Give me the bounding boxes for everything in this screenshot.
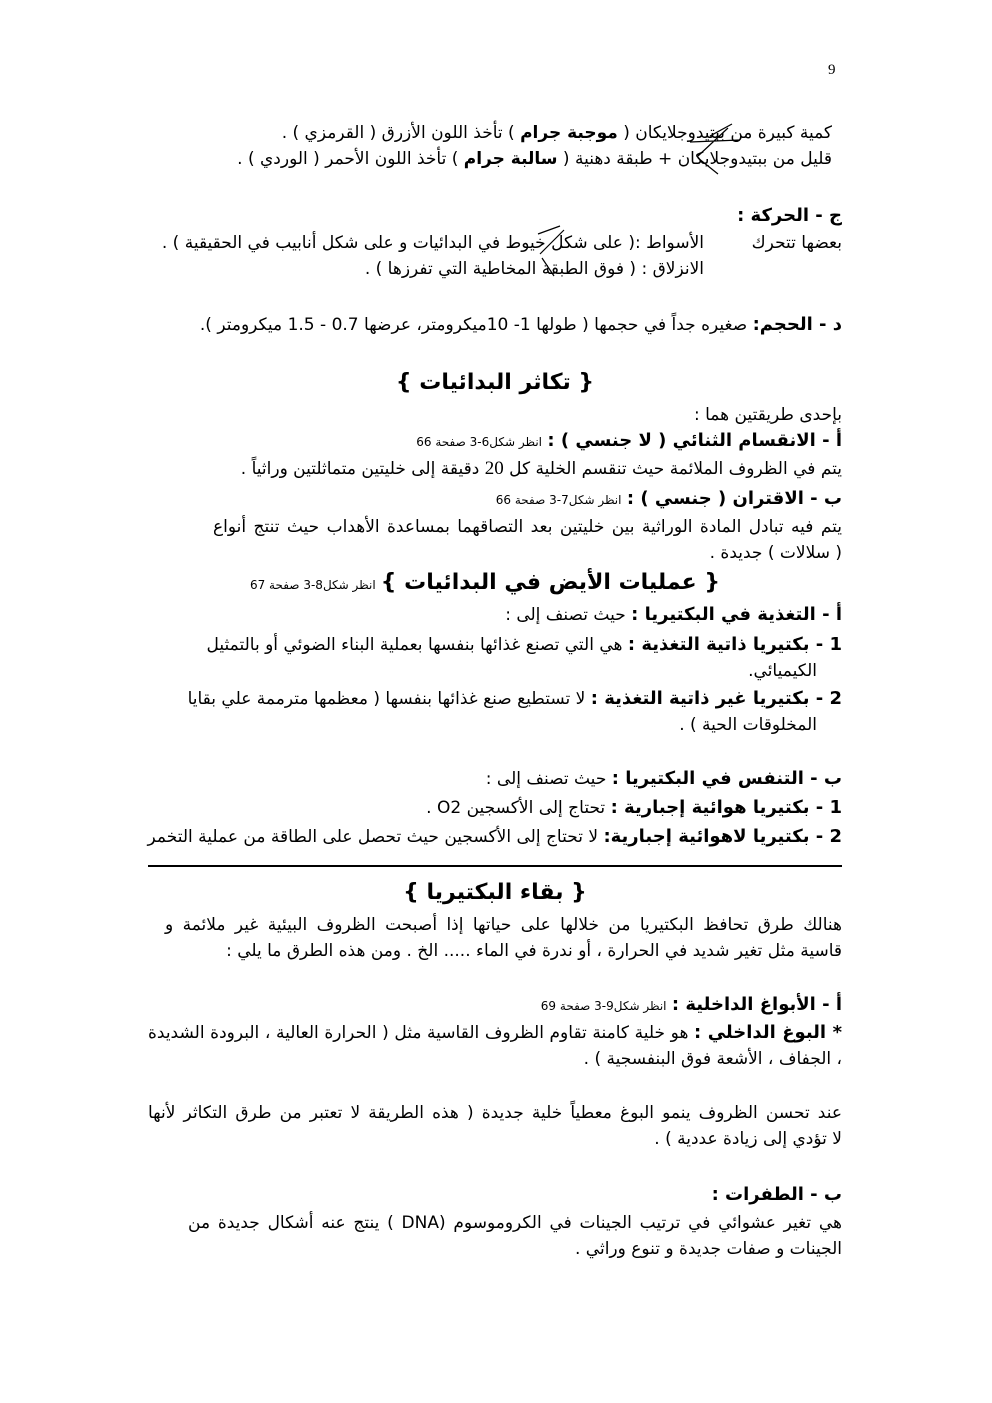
- metabolism-title: { عمليات الأيض في البدائيات }: [380, 570, 720, 595]
- gram-positive-line: كمية كبيرة من ببتيدوجلايكان ( موجبة جرام ) تأخذ اللون الأزرق ( القرمزي ) .: [281, 123, 832, 143]
- binary-fission-label: أ - الانقسام الثنائي ( لا جنسي ) :: [547, 430, 842, 451]
- size-text: صغيره جداً في حجمها ( طولها 1- 10ميكرومتر، عرضها 0.7 - 1.5 ميكرومتر ).: [199, 315, 748, 335]
- conjugation-ref: انظر شكل7-3 صفحة 66: [495, 493, 622, 507]
- gram-negative-line: قليل من ببتيدوجلايكان + طبقة دهنية ( سالبة جرام ) تأخذ اللون الأحمر ( الوردي ) .: [237, 149, 832, 169]
- nutrition-line: أ - التغذية في البكتيريا : حيث تصنف إلى :: [505, 604, 842, 625]
- mutations-text-2: الجينات و صفات جديدة و تنوع وراثي .: [574, 1239, 842, 1259]
- metabolism-ref: انظر شكل8-3 صفحة 67: [249, 578, 376, 592]
- survival-title: { بقاء البكتيريا }: [403, 880, 587, 905]
- endospore-definition-2: ، الجفاف ، الأشعة فوق البنفسجية ) .: [583, 1049, 842, 1069]
- gram-negative-term: سالبة جرام: [463, 149, 558, 169]
- survival-intro-2: قاسية مثل تغير شديد في الحرارة ، أو ندرة في الماء ..... الخ . ومن هذه الطرق ما يلي :: [226, 941, 842, 961]
- mutations-text-1: هي تغير عشوائي في ترتيب الجينات في الكروموسوم (DNA ) ينتج عنه أشكال جديدة من: [188, 1213, 842, 1233]
- heterotroph-label: 2 - بكتيريا غير ذاتية التغذية :: [590, 688, 842, 709]
- size-label: د - الحجم:: [752, 314, 842, 335]
- survival-intro-1: هنالك طرق تحافظ البكتيريا من خلالها على حياتها إذا أصبحت الظروف البيئية غير ملائمة و: [165, 915, 842, 935]
- size-line: [200, 314, 842, 336]
- autotroph-text-2: الكيميائي.: [748, 661, 817, 681]
- respiration-line: ب - التنفس في البكتيريا : حيث تصنف إلى :: [485, 768, 842, 789]
- conjugation-text-2: ( سلالات ) جديدة .: [709, 543, 842, 563]
- spore-growth-2: لا تؤدي إلى زيادة عددية ) .: [654, 1129, 842, 1149]
- conjugation-text-1: يتم فيه تبادل المادة الوراثية بين خليتين بعد التصاقهما بمساعدة الأهداب حيث تنتج أنواع: [213, 517, 842, 537]
- pen-scribble-mark-2: [520, 224, 580, 280]
- gliding-line: الانزلاق : ( فوق الطبقة المخاطية التي تفرزها ) .: [364, 259, 704, 279]
- movement-heading: ج - الحركة :: [737, 205, 842, 226]
- mutations-heading: ب - الطفرات :: [711, 1184, 842, 1205]
- page-number: 9: [828, 62, 836, 78]
- anaerobic-label: 2 - بكتيريا لاهوائية إجبارية:: [603, 826, 842, 847]
- binary-fission-line: [416, 430, 842, 453]
- endospores-line: [541, 994, 842, 1017]
- nutrition-label: أ - التغذية في البكتيريا :: [631, 604, 842, 625]
- conjugation-line: [496, 488, 842, 511]
- heterotroph-text-2: المخلوقات الحية ) .: [679, 715, 817, 735]
- pen-scribble-mark: [670, 118, 760, 178]
- movement-label: بعضها تتحرك: [751, 233, 842, 253]
- conjugation-label: ب - الاقتران ( جنسي ) :: [626, 488, 842, 509]
- aerobic-line: 1 - بكتيريا هوائية إجبارية : تحتاج إلى الأكسجين O2 .: [426, 797, 842, 818]
- heterotroph-line: 2 - بكتيريا غير ذاتية التغذية : لا تستطيع صنع غذائها بنفسها ( معظمها مترممة علي بقايا: [187, 688, 842, 709]
- reproduction-intro: بإحدى طريقتين هما :: [693, 405, 842, 425]
- endospores-label: أ - الأبواغ الداخلية :: [671, 994, 842, 1015]
- section-divider: [148, 865, 842, 867]
- reproduction-title: { تكاثر البدائيات }: [395, 370, 595, 395]
- endospores-ref: انظر شكل9-3 صفحة 69: [540, 999, 667, 1013]
- autotroph-label: 1 - بكتيريا ذاتية التغذية :: [627, 634, 842, 655]
- anaerobic-line: 2 - بكتيريا لاهوائية إجبارية: لا تحتاج إلى الأكسجين حيث تحصل على الطاقة من عملية التخمر: [147, 826, 842, 847]
- gram-positive-term: موجبة جرام: [520, 123, 618, 143]
- binary-fission-ref: انظر شكل6-3 صفحة 66: [416, 435, 542, 449]
- metabolism-title-line: [249, 570, 720, 595]
- endospore-definition: * البوغ الداخلي : هو خلية كامنة تقاوم الظروف القاسية مثل ( الحرارة العالية ، البرودة الشديدة: [148, 1022, 842, 1043]
- flagella-line: الأسواط :( على شكل خيوط في البدائيات و على شكل أنابيب في الحقيقية ) .: [161, 233, 704, 253]
- endospore-def-label: * البوغ الداخلي :: [694, 1022, 842, 1043]
- respiration-label: ب - التنفس في البكتيريا :: [611, 768, 842, 789]
- spore-growth-1: عند تحسن الظروف ينمو البوغ معطياً خلية جديدة ( هذه الطريقة لا تعتبر من طرق التكاثر لأنها: [148, 1103, 842, 1123]
- binary-fission-text: يتم في الظروف الملائمة حيث تنقسم الخلية كل 20 دقيقة إلى خليتين متماثلتين وراثياً .: [240, 458, 842, 479]
- aerobic-label: 1 - بكتيريا هوائية إجبارية :: [610, 797, 842, 818]
- autotroph-line: 1 - بكتيريا ذاتية التغذية : هي التي تصنع غذائها بنفسها بعملية البناء الضوئي أو بالتمثيل: [206, 634, 842, 655]
